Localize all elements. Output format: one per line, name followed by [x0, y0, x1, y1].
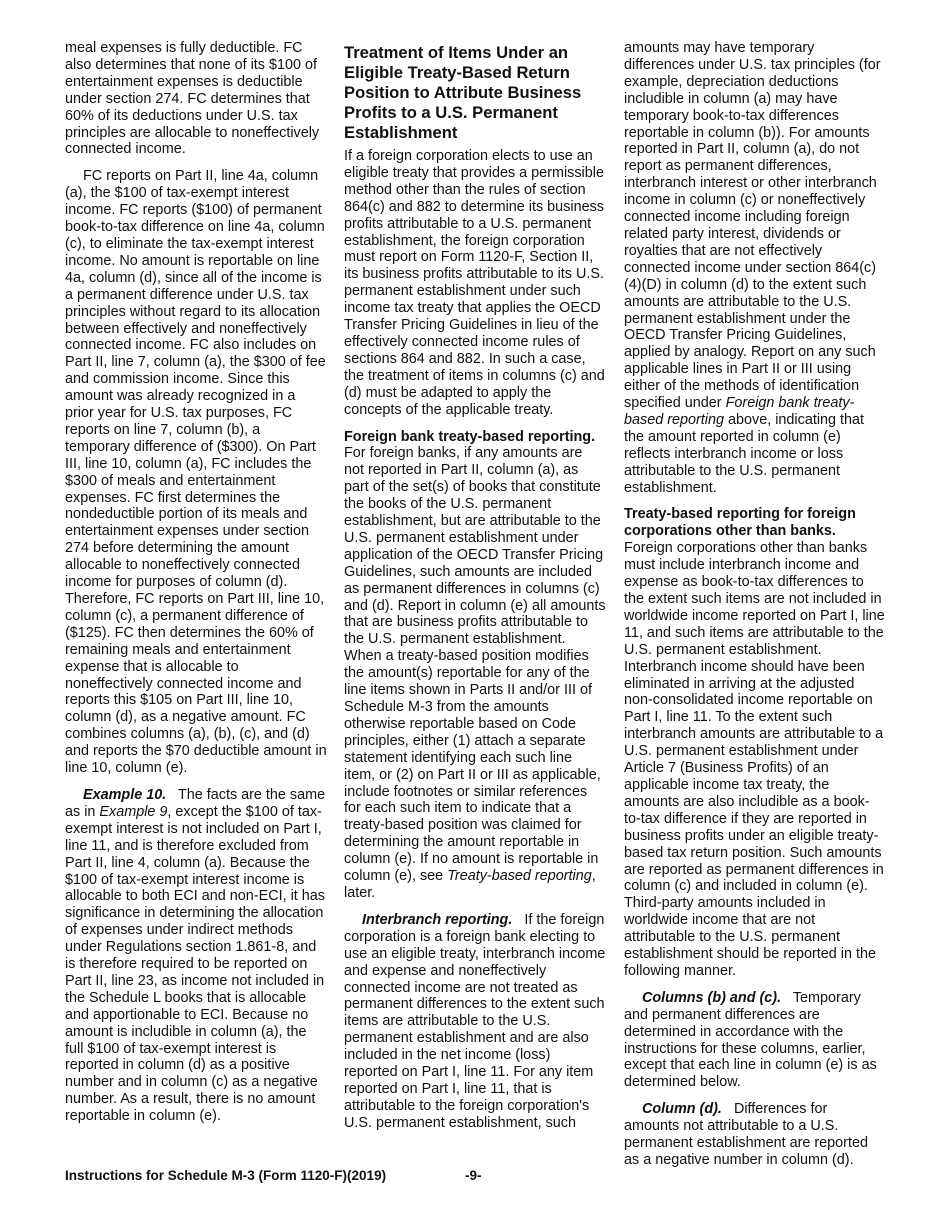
interbranch-label: Interbranch reporting.	[362, 911, 513, 928]
columns-b-c-label: Columns (b) and (c).	[642, 989, 782, 1006]
footer-title: Instructions for Schedule M-3 (Form 1120-F)(2019)	[65, 1168, 387, 1183]
paragraph: meal expenses is fully deductible. FC also determines that none of its $100 of entertainment expenses is deductible under section 274. FC determines that 60% of its deductions under U.S. tax principles are allocable to noneffectively connected income.	[65, 40, 320, 158]
columns-b-c-paragraph: Columns (b) and (c). Temporary and permanent differences are determined in accordance with the instructions for these columns, earlier, except that each line in column (e) is as determined below.	[624, 989, 877, 1091]
foreign-bank-paragraph: Foreign bank treaty-based reporting. For foreign banks, if any amounts are not reported in Part II, column (a), as part of the set(s) of books that constitute the books of the U.S. permanent establishment, but are attributable to the U.S. permanent establishment under application of the OECD Transfer Pricing Guidelines, such amounts are included as permanent differences in columns (c) and (d). Report in column (e) all amounts that are business profits attributable to the U.S. permanent establishment. When a treaty-based position modifies the amount(s) reportable for any of the line items shown in Parts II and/or III of Schedule M-3 from the amounts otherwise reportable based on Code principles, either (1) attach a separate statement identifying each such line item, or (2) on Part II or III as applicable, include footnotes or similar references for each such item to indicate that a treaty-based position was claimed for determining the amount reportable in column (e). If no amount is reportable in column (e), see Treaty-based reporting, later.	[344, 428, 606, 901]
section-heading: Treatment of Items Under an Eligible Treaty-Based Return Position to Attribute Business Profits to a U.S. Permanent Establishment	[344, 43, 582, 142]
column-3	[624, 40, 886, 1179]
treaty-based-heading: Treaty-based reporting for foreign corporations other than banks.	[624, 506, 856, 540]
foreign-bank-heading: Foreign bank treaty-based reporting.	[344, 428, 596, 445]
example-9-reference: Example 9	[99, 803, 168, 820]
column-d-paragraph: Column (d). Differences for amounts not attributable to a U.S. permanent establishment are reported as a negative number in column (d).	[624, 1101, 868, 1168]
treaty-based-reference: Treaty-based reporting	[447, 868, 592, 885]
treaty-based-paragraph: Treaty-based reporting for foreign corporations other than banks. Foreign corporations other than banks must include interbranch income and expense as book-to-tax differences to the extent such items are not included in worldwide income reported on Part I, line 11, and such items are attributable to the U.S. permanent establishment. Interbranch income should have been eliminated in arriving at the adjusted non-consolidated income reportable on Part I, line 11. To the extent such interbranch amounts are attributable to a U.S. permanent establishment under Article 7 (Business Profits) of an applicable income tax treaty, the amounts are also includible as a book-to-tax difference if they are reported in business profits under an eligible treaty-based tax return position. Such amounts are reported as permanent differences in column (c) and included in column (e). Third-party amounts included in worldwide income that are not attributable to the U.S. permanent establishment should be reported in the following manner.	[624, 506, 885, 979]
paragraph: If a foreign corporation elects to use an eligible treaty that provides a permissible method other than the rules of section 864(c) and 882 to determine its business profits attributable to a U.S. permanent establishment, the foreign corporation must report on Form 1120-F, Section II, its business profits attributable to its U.S. permanent establishment under such income tax treaty that applies the OECD Transfer Pricing Guidelines in lieu of the effectively connected income rules of sections 864 and 882. In such a case, the treatment of items in columns (c) and (d) must be adapted to apply the concepts of the applicable treaty.	[344, 148, 605, 418]
interbranch-paragraph: Interbranch reporting. If the foreign corporation is a foreign bank electing to use an eligible treaty, interbranch income and expense and noneffectively connected income are not treated as permanent differences to the extent such items are attributable to the U.S. permanent establishment and are also included in the net income (loss) reported on Part I, line 11. For any item reported on Part I, line 11, that is attributable to the foreign corporation's U.S. permanent establishment, such	[344, 911, 606, 1131]
page-number: -9-	[465, 1168, 482, 1183]
column-d-label: Column (d).	[642, 1101, 722, 1118]
paragraph: FC reports on Part II, line 4a, column (a), the $100 of tax-exempt interest income. FC reports ($100) of permanent book-to-tax difference on line 4a, column (c), to eliminate the tax-exempt interest income. No amount is reportable on line 4a, column (d), since all of the income is a permanent difference under U.S. tax principles without regard to its allocation between effectively and noneffectively connected income. FC also includes on Part II, line 7, column (a), the $300 of fee and commission income. Since this amount was already recognized in a prior year for U.S. tax purposes, FC reports on line 7, column (b), a temporary difference of ($300). On Part III, line 10, column (a), FC includes the $300 of meals and entertainment expenses. FC first determines the nondeductible portion of its meals and entertainment expenses under section 274 before determining the amount allocable to noneffectively connected income for purposes of column (d). Therefore, FC reports on Part III, line 10, column (c), a permanent difference of ($125). FC then determines the 60% of remaining meals and entertainment expense that is allocable to noneffectively connected income and reports this $105 on Part III, line 10, column (d), as a negative amount. FC combines columns (a), (b), (c), and (d) and reports the $70 deductible amount in line 10, column (e).	[65, 168, 327, 777]
example-10-paragraph: Example 10. The facts are the same as in Example 9, except the $100 of tax-exempt interest is not included on Part I, line 11, and is therefore excluded from Part II, line 4, column (a). Because the $100 of tax-exempt interest income is allocable to both ECI and non-ECI, it has significance in determining the allocation of expenses under indirect methods under Regulations section 1.861-8, and is therefore required to be reported on Part II, line 23, as income not included in the Schedule L books that is allocable and apportionable to ECI. Because no amount is includible in column (a), the full $100 of tax-exempt interest is reported in column (d) as a positive number and in column (c) as a negative number. As a result, there is no amount reportable in column (e).	[65, 786, 326, 1125]
paragraph: amounts may have temporary differences under U.S. tax principles (for example, depreciation deductions includible in column (a) may have temporary book-to-tax differences reportable in column (b)). For amounts reported in Part II, column (a), do not report as permanent differences, interbranch interest or other interbranch income in column (c) or noneffectively connected income including foreign related party interest, dividends or royalties that are not effectively connected income under section 864(c)(4)(D) in column (d) to the extent such amounts are attributable to the U.S. permanent establishment under the OECD Transfer Pricing Guidelines, applied by analogy. Report on any such applicable lines in Part II or III using either of the methods of identification specified under Foreign bank treaty-based reporting above, indicating that the amount reported in column (e) reflects interbranch income or loss attributable to the U.S. permanent establishment.	[624, 40, 881, 496]
column-1	[65, 40, 327, 1135]
page-footer	[65, 1168, 885, 1183]
foreign-bank-reference: Foreign bank treaty-based reporting	[624, 395, 855, 428]
column-2	[344, 40, 606, 1142]
example-10-label: Example 10.	[83, 786, 167, 803]
